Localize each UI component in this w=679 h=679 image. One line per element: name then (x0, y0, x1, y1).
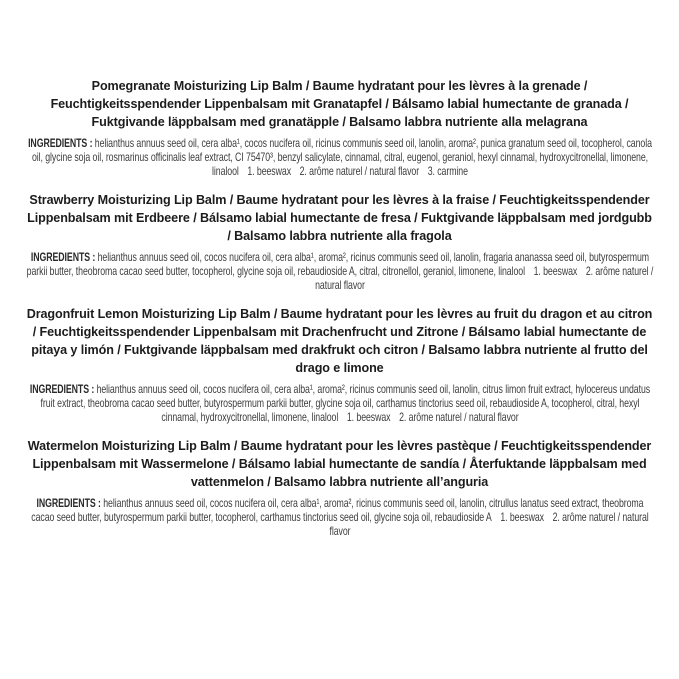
ingredients-label: INGREDIENTS : (29, 382, 94, 396)
product-title: Dragonfruit Lemon Moisturizing Lip Balm / Baume hydratant pour les lèvres au fruit du dragon et au citron / Feuchtigkeitsspendender Lippenbalsam mit Drachenfrucht und Zitrone / Bálsamo labial humectante de pitaya y limón / Fuktgivande läppbalsam med drakfrukt och citron / Balsamo labbra nutriente al frutto del drago e limone (26, 307, 653, 375)
ingredients-label: INGREDIENTS : (35, 496, 101, 510)
ingredients-text: helianthus annuus seed oil, cocos nucifera oil, cera alba¹, aroma², ricinus communis seed oil, lanolin, fragaria ananassa seed oil, butyrospermum parkii butter, theobroma cacao seed butter, tocopherol, glycine soja oil, rebaudioside A, citral, citronellol, geraniol, limonene, linalool 1. beeswax 2. arôme naturel / natural flavor (26, 250, 653, 292)
ingredients-text: helianthus annuus seed oil, cocos nucifera oil, cera alba¹, aroma², ricinus communis seed oil, lanolin, citrullus lanatus seed extract, theobroma cacao seed butter, butyrospermum parkii butter, tocopherol, carthamus tinctorius seed oil, glycine soja oil, rebaudioside A 1. beeswax 2. arôme naturel / natural flavor (30, 496, 649, 538)
product-title: Pomegranate Moisturizing Lip Balm / Baume hydratant pour les lèvres à la grenade / Feuchtigkeitsspendender Lippenbalsam mit Granatapfel / Bálsamo labial humectante de granada / Fuktgivande läppbalsam med granatäpple / Balsamo labbra nutriente alla melagrana (50, 79, 629, 129)
ingredients-paragraph (25, 382, 655, 424)
product-section-watermelon (25, 437, 655, 538)
ingredients-text: helianthus annuus seed oil, cocos nucifera oil, cera alba¹, aroma², ricinus communis seed oil, lanolin, citrus limon fruit extract, hylocereus undatus fruit extract, theobroma cacao seed butter, butyrospermum parkii butter, glycine soja oil, carthamus tinctorius seed oil, rebaudioside A, tocopherol, citral, hexyl cinnamal, hydroxycitronellal, limonene, linalool 1. beeswax 2. arôme naturel / natural flavor (40, 382, 650, 424)
product-title: Watermelon Moisturizing Lip Balm / Baume hydratant pour les lèvres pastèque / Feuchtigkeitsspendender Lippenbalsam mit Wassermelone / Bálsamo labial humectante de sandía / Återfuktande läppbalsam med vattenmelon / Balsamo labbra nutriente all’anguria (27, 439, 652, 489)
ingredients-text: helianthus annuus seed oil, cera alba¹, cocos nucifera oil, ricinus communis seed oil, lanolin, aroma², punica granatum seed oil, tocopherol, canola oil, glycine soja oil, rosmarinus officinalis leaf extract, CI 75470³, benzyl salicylate, cinnamal, citral, eugenol, geraniol, hexyl cinnamal, hydroxycitronellal, limonene, linalool 1. beeswax 2. arôme naturel / natural flavor 3. carmine (31, 136, 652, 178)
ingredients-paragraph (25, 250, 655, 292)
product-section-dragonfruit-lemon (25, 305, 655, 424)
product-title: Strawberry Moisturizing Lip Balm / Baume hydratant pour les lèvres à la fraise / Feuchtigkeitsspendender Lippenbalsam mit Erdbeere / Bálsamo labial humectante de fresa / Fuktgivande läppbalsam med jordgubb / Balsamo labbra nutriente alla fragola (27, 193, 652, 243)
product-section-pomegranate (25, 77, 655, 178)
ingredients-label: INGREDIENTS : (30, 250, 95, 264)
product-section-strawberry (25, 191, 655, 292)
ingredients-paragraph (25, 136, 655, 178)
ingredients-paragraph (25, 496, 655, 538)
ingredients-label: INGREDIENTS : (27, 136, 92, 150)
